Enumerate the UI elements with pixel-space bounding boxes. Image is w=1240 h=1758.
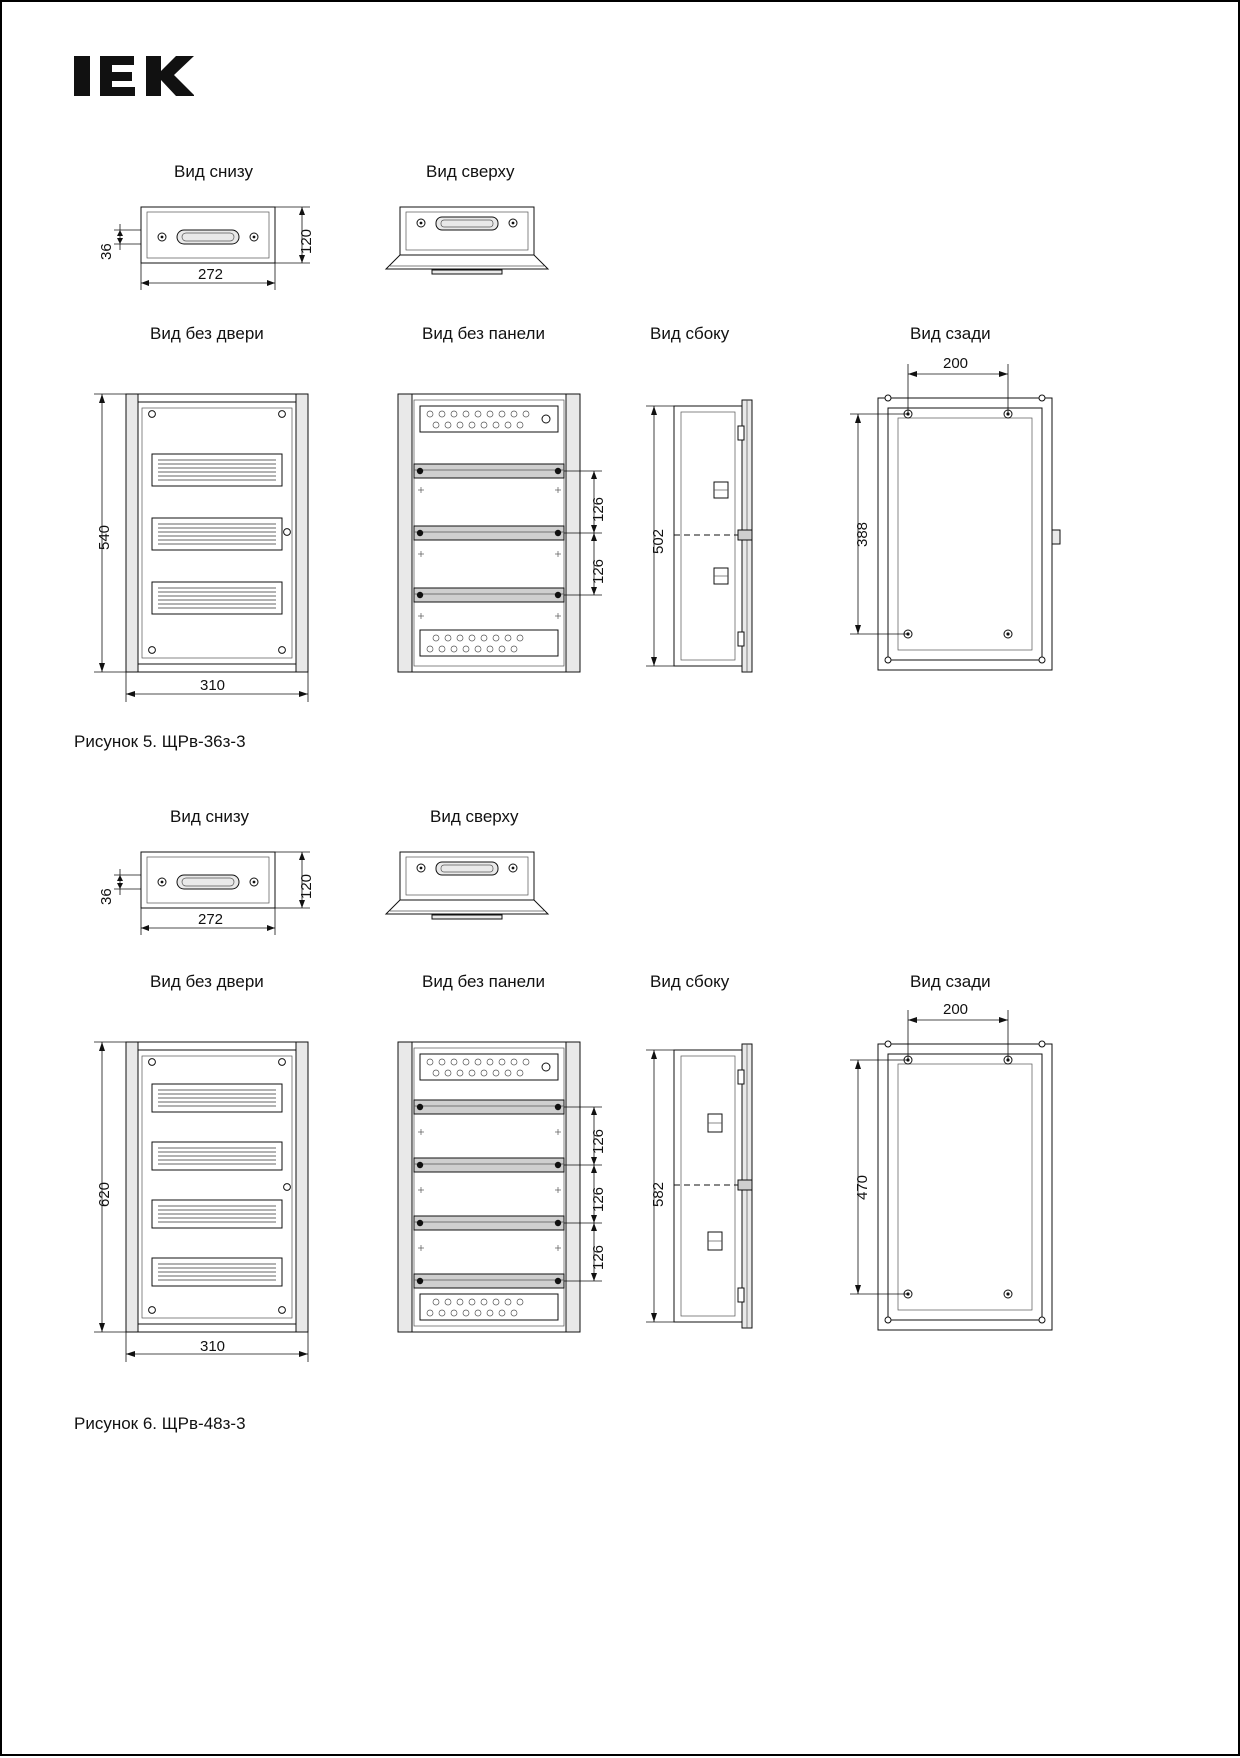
dim-126b-fig6: 126 xyxy=(590,1186,607,1212)
dim-120-fig6-bottom: 120 xyxy=(298,873,315,899)
dim-272-fig5-bottom: 272 xyxy=(198,266,224,283)
view-title-back-fig5: Вид сзади xyxy=(910,324,991,343)
view-title-no-panel-fig6: Вид без панели xyxy=(422,972,545,991)
view-title-no-door-fig6: Вид без двери xyxy=(150,972,264,991)
dim-36-fig6-bottom: 36 xyxy=(98,888,115,905)
dim-620-fig6: 620 xyxy=(96,1181,113,1207)
dim-310-fig6: 310 xyxy=(200,1338,226,1355)
dim-200-fig5: 200 xyxy=(943,355,969,372)
dim-120-fig5-bottom: 120 xyxy=(298,228,315,254)
view-title-no-panel-fig5: Вид без панели xyxy=(422,324,545,343)
dim-36-fig5-bottom: 36 xyxy=(98,243,115,260)
view-title-side-fig5: Вид сбоку xyxy=(650,324,730,343)
view-title-top-fig6: Вид сверху xyxy=(430,807,519,826)
view-title-side-fig6: Вид сбоку xyxy=(650,972,730,991)
dim-200-fig6: 200 xyxy=(943,1001,969,1018)
view-title-top-fig5: Вид сверху xyxy=(426,162,515,181)
dim-470-fig6: 470 xyxy=(854,1174,871,1200)
fig6-back-drawing xyxy=(2,2,1240,1758)
figure-caption-5: Рисунок 5. ЩРв-36з-3 xyxy=(74,732,246,751)
view-title-bottom-fig6: Вид снизу xyxy=(170,807,249,826)
dim-388-fig5: 388 xyxy=(854,521,871,547)
view-title-no-door-fig5: Вид без двери xyxy=(150,324,264,343)
dim-310-fig5: 310 xyxy=(200,677,226,694)
dim-126b-fig5: 126 xyxy=(590,558,607,584)
dim-272-fig6-bottom: 272 xyxy=(198,911,224,928)
figure-caption-6: Рисунок 6. ЩРв-48з-3 xyxy=(74,1414,246,1433)
dim-126a-fig5: 126 xyxy=(590,496,607,522)
dim-126c-fig6: 126 xyxy=(590,1244,607,1270)
view-title-back-fig6: Вид сзади xyxy=(910,972,991,991)
dim-540-fig5: 540 xyxy=(96,524,113,550)
dim-582-fig6: 582 xyxy=(650,1181,667,1207)
dim-126a-fig6: 126 xyxy=(590,1128,607,1154)
dim-502-fig5: 502 xyxy=(650,528,667,554)
view-title-bottom-fig5: Вид снизу xyxy=(174,162,253,181)
